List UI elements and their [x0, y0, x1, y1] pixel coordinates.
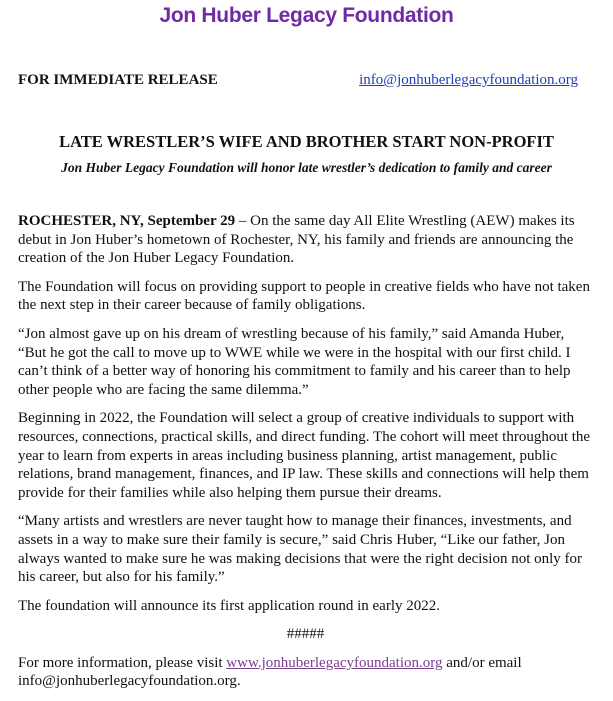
release-header [18, 72, 578, 89]
paragraph-announcement: The foundation will announce its first application round in early 2022. [18, 597, 440, 614]
end-separator: ##### [286, 626, 325, 643]
contact-email-link[interactable]: info@jonhuberlegacyfoundation.org [359, 72, 578, 88]
intro-text: – On the same day All Elite Wrestling (AEW) makes its debut in Jon Huber’s hometown of Rochester, NY, his family and friends are announcing the creation of the Jon Huber Legacy Foundation. [18, 213, 575, 267]
paragraph-program: Beginning in 2022, the Foundation will select a group of creative individuals to support with resources, connections, practical skills, and direct funding. The cohort will meet throughout the year to learn from experts in areas including business planning, artist management, public relations, brand management, finances, and IP law. These skills and connections will help them provide for their families while also helping them pursue their dreams. [18, 410, 591, 501]
press-body [18, 212, 593, 701]
release-label: FOR IMMEDIATE RELEASE [18, 72, 218, 88]
contact-prefix: For more information, please visit [18, 654, 227, 671]
press-subheadline: Jon Huber Legacy Foundation will honor late wrestler’s dedication to family and career [61, 160, 552, 175]
paragraph-contact [18, 654, 593, 691]
press-headline: LATE WRESTLER’S WIFE AND BROTHER START NON-PROFIT [59, 132, 554, 151]
paragraph-focus: The Foundation will focus on providing support to people in creative fields who have not taken the next step in their career because of family obligations. [18, 278, 590, 314]
contact-suffix: and/or email info@jonhuberlegacyfoundation.org. [18, 654, 522, 690]
paragraph-intro [18, 212, 593, 268]
paragraph-quote-chris: “Many artists and wrestlers are never taught how to manage their finances, investments, and assets in a way to make sure their family is secure,” said Chris Huber, “Like our father, Jon always wanted to make sure he was making decisions that were the right decision not only for his career, but also for his family.” [18, 513, 583, 586]
organization-title: Jon Huber Legacy Foundation [159, 4, 454, 27]
paragraph-quote-amanda: “Jon almost gave up on his dream of wrestling because of his family,” said Amanda Huber, “But he got the call to move up to WWE while we were in the hospital with our first child. I can’t think of a better way of honoring his commitment to family and his career than to help other people who are facing the same dilemma.” [18, 325, 571, 398]
dateline: ROCHESTER, NY, September 29 [18, 213, 236, 229]
website-link[interactable]: www.jonhuberlegacyfoundation.org [226, 654, 443, 671]
